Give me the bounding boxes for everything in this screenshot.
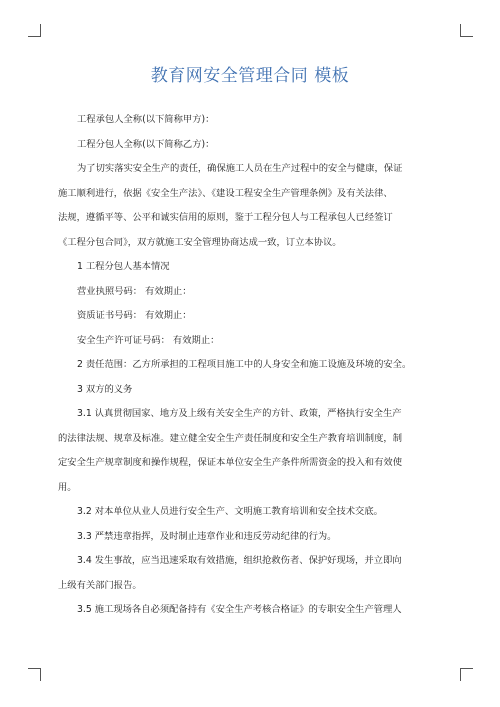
qualification-cert-line: 资质证书号码： 有效期止： bbox=[77, 310, 192, 321]
clause-3-4-line-1: 3.4 发生事故，应当迅速采取有效措施，组织抢救伤者、保护好现场，并立即向 bbox=[77, 555, 402, 566]
safety-permit-line: 安全生产许可证号码： 有效期止： bbox=[77, 334, 220, 346]
contractor-name-line: 工程承包人全称(以下简称甲方)： bbox=[77, 114, 215, 125]
corner-mark-top-left bbox=[28, 24, 41, 37]
business-license-line: 营业执照号码： 有效期止： bbox=[77, 285, 192, 297]
clause-3-4-line-2: 上级有关部门报告。 bbox=[58, 579, 142, 591]
clause-3-3: 3.3 严禁违章指挥，及时制止违章作业和违反劳动纪律的行为。 bbox=[77, 530, 337, 542]
preamble-line-2: 施工顺利进行，依据《安全生产法》、《建设工程安全生产管理条例》及有关法律、 bbox=[58, 187, 393, 199]
preamble-line-1: 为了切实落实安全生产的责任，确保施工人员在生产过程中的安全与健康，保证 bbox=[77, 163, 403, 174]
document-title: 教育网安全管理合同 模板 bbox=[150, 66, 350, 86]
section-3-heading: 3 双方的义务 bbox=[77, 383, 133, 395]
clause-3-1-line-3: 定安全生产规章制度和操作规程，保证本单位安全生产条件所需资金的投入和有效使 bbox=[58, 457, 402, 468]
clause-3-1-line-4: 用。 bbox=[58, 481, 77, 493]
document-body bbox=[58, 108, 446, 623]
corner-mark-bottom-right bbox=[460, 668, 473, 681]
corner-mark-bottom-left bbox=[28, 668, 41, 681]
section-1-heading: 1 工程分包人基本情况 bbox=[77, 261, 170, 272]
clause-3-1-line-1: 3.1 认真贯彻国家、地方及上级有关安全生产的方针、政策，严格执行安全生产 bbox=[77, 408, 402, 419]
clause-3-1-line-2: 的法律法规、规章及标准。建立健全安全生产责任制度和安全生产教育培训制度，制 bbox=[58, 432, 402, 444]
clause-3-5-line-1: 3.5 施工现场各自必须配备持有《安全生产考核合格证》的专职安全生产管理人 bbox=[77, 604, 402, 615]
subcontractor-name-line: 工程分包人全称(以下简称乙方)： bbox=[77, 138, 215, 150]
corner-mark-top-right bbox=[460, 24, 473, 37]
preamble-line-4: 《工程分包合同》，双方就施工安全管理协商达成一致，订立本协议。 bbox=[58, 236, 342, 248]
clause-3-2: 3.2 对本单位从业人员进行安全生产、文明施工教育培训和安全技术交底。 bbox=[77, 506, 383, 517]
preamble-line-3: 法规，遵循平等、公平和诚实信用的原则，鉴于工程分包人与工程承包人已经签订 bbox=[58, 212, 393, 223]
section-2-scope: 2 责任范围：乙方所承担的工程项目施工中的人身安全和施工设施及环境的安全。 bbox=[77, 359, 412, 370]
